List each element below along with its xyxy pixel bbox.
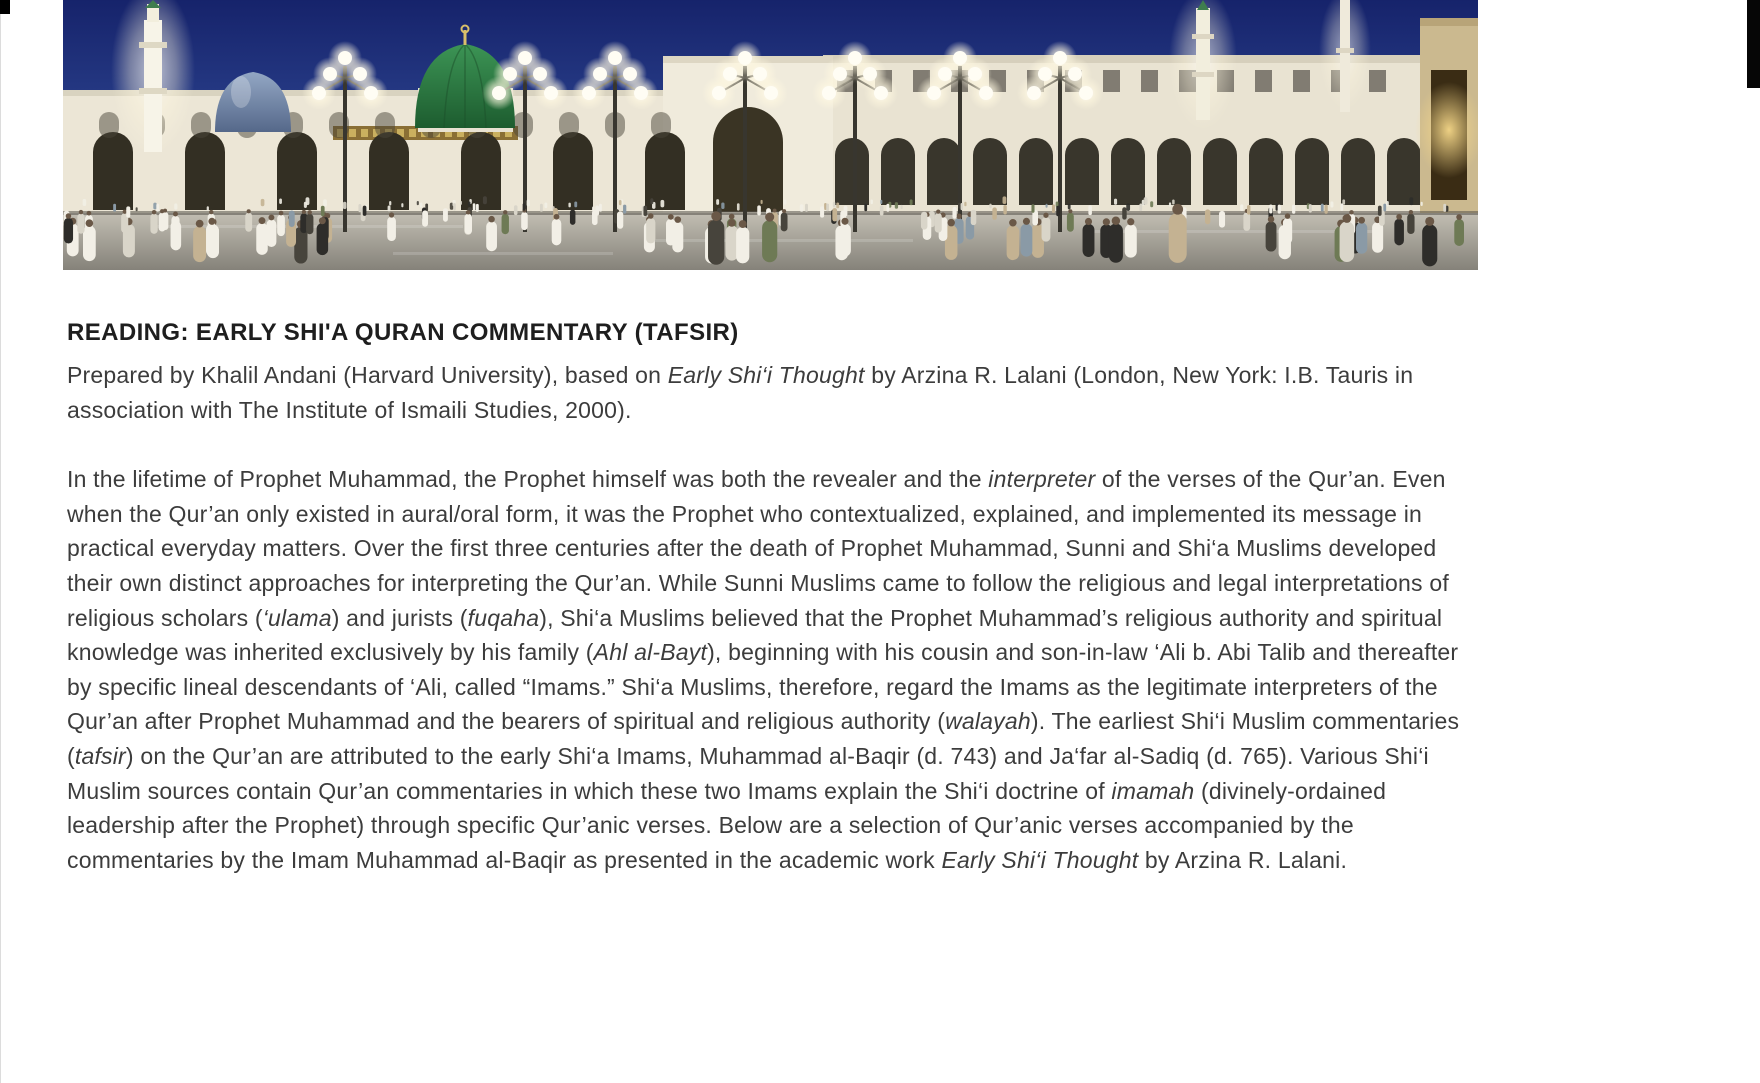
window-edge-fragment-right: [1747, 0, 1760, 88]
content-column: [63, 0, 1478, 877]
window-edge-fragment-left: [0, 0, 10, 14]
hero-image: [63, 0, 1478, 270]
attribution: Prepared by Khalil Andani (Harvard University), based on Early Shi‘i Thought by Arzina R. Lalani (London, New York: I.B. Tauris in association with The Institute of Ismaili Studies, 2000).: [67, 362, 1414, 423]
page-title: READING: EARLY SHI'A QURAN COMMENTARY (TAFSIR): [67, 319, 739, 346]
page-left-hairline: [0, 0, 1, 1083]
mosque-illustration: [63, 0, 1478, 270]
body-paragraph: In the lifetime of Prophet Muhammad, the Prophet himself was both the revealer and the interpreter of the verses of the Qur’an. Even when the Qur’an only existed in aural/oral form, it was the Prophet who contextualized, explained, and implemented its message in practical everyday matters. Over the first three centuries after the death of Prophet Muhammad, Sunni and Shi‘a Muslims developed their own distinct approaches for interpreting the Qur’an. While Sunni Muslims came to follow the religious and legal interpretations of religious scholars (‘ulama) and jurists (fuqaha), Shi‘a Muslims believed that the Prophet Muhammad’s religious authority and spiritual knowledge was inherited exclusively by his family (Ahl al-Bayt), beginning with his cousin and son-in-law ‘Ali b. Abi Talib and thereafter by specific lineal descendants of ‘Ali, called “Imams.” Shi‘a Muslims, therefore, regard the Imams as the legitimate interpreters of the Qur’an after Prophet Muhammad and the bearers of spiritual and religious authority (walayah). The earliest Shi‘i Muslim commentaries (tafsir) on the Qur’an are attributed to the early Shi‘a Imams, Muhammad al-Baqir (d. 743) and Ja‘far al-Sadiq (d. 765). Various Shi‘i Muslim sources contain Qur’an commentaries in which these two Imams explain the Shi‘i doctrine of imamah (divinely-ordained leadership after the Prophet) through specific Qur’anic verses. Below are a selection of Qur’anic verses accompanied by the commentaries by the Imam Muhammad al-Baqir as presented in the academic work Early Shi‘i Thought by Arzina R. Lalani.: [67, 466, 1460, 873]
golden-gate: [1415, 18, 1478, 215]
article: [63, 318, 1478, 877]
